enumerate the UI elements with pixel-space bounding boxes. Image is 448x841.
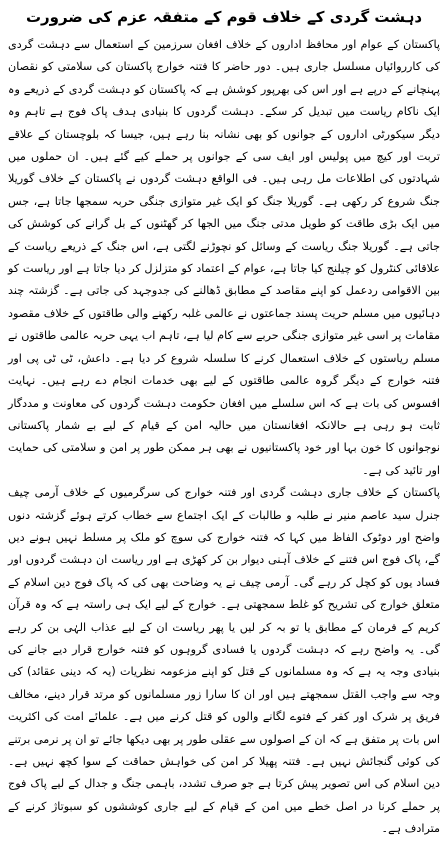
article-paragraph-2: پاکستان کے خلاف جاری دہشت گردی اور فتنہ خوارج کی سرگرمیوں کے خلاف آرمی چیف جنرل سید عاصم منیر نے طلبہ و طالبات کے ایک اجتماع سے خطاب کرتے ہوئے گزشتہ دنوں واضح اور دوٹوک الفاظ میں کہا کہ فتنہ خوارج کی سوچ کو ملک پر مسلط نہیں ہونے دیں گے، پاک فوج اس فتنے کے خلاف آہنی دیوار بن کر کھڑی ہے اور ریاست ان دہشت گردوں اور فساد یوں کو کچل کر رہے گی۔ آرمی چیف نے یہ وضاحت بھی کی کہ پاک فوج دین اسلام کے متعلق خوارج کی تشریح کو غلط سمجھتی ہے۔ خوارج کے لیے ایک ہی راستہ ہے کہ وہ قرآن کریم کے فرمان کے مطابق یا تو بہ کر لیں یا پھر ریاست ان کے لیے عذاب الہٰی بن کر رہے گی۔ یہ واضح رہے کہ دہشت گردوں یا فسادی گروہوں کو فتنہ خوارج قرار دیے جانے کی بنیادی وجہ یہ ہے کہ وہ مسلمانوں کے قتل کو اپنے مزعومہ نظریات (یہ کہ دینی عقائد) کی وجہ سے واجب القتل سمجھتے ہیں اور ان کا سارا زور مسلمانوں کو مرتد قرار دینے، مخالف فریق پر شرک اور کفر کے فتوے لگانے والوں کو قتل کرنے میں ہے۔ علمائے امت کی اکثریت اس بات پر متفق ہے کہ ان کے اصولوں سے عقلی طور پر بھی دیکھا جائے تو ان پر نرمی برتنے کی کوئی گنجائش نہیں ہے۔ فتنہ پھیلا کر امن کی خواہش حماقت کے سوا کچھ نہیں ہے۔ دین اسلام کی اس تصویر پیش کرتا ہے جو صرف تشدد، باہمی جنگ و جدال کے لیے پاک فوج پر حملے کرنا در اصل خطے میں امن کے قیام کے لیے جاری کوششوں کو سبوتاژ کرنے کے مترادف ہے۔ — [8, 486, 440, 836]
article-title: دہشت گردی کے خلاف قوم کے متفقہ عزم کی ضرورت — [25, 8, 423, 26]
article-paragraph-1: پاکستان کے عوام اور محافظ اداروں کے خلاف افغان سرزمین کے استعمال سے دہشت گردی کی کارروائیاں مسلسل جاری ہیں۔ دور حاضر کا فتنہ خوارج پاکستان کی سلامتی کو نقصان پہنچانے کے درپے ہے اور اس کی بھرپور کوشش ہے کہ پاکستان کو دہشت گردی کے ذریعے وہ ایک ناکام ریاست میں تبدیل کر سکے۔ دہشت گردوں کا بنیادی ہدف پاک فوج ہے تاہم وہ دیگر سیکورٹی اداروں کے جوانوں کو بھی نشانہ بنا رہے ہیں، جیسا کہ بلوچستان کے علاقے تربت اور کیچ میں پولیس اور ایف سی کے جوانوں پر حملے کیے گئے ہیں۔ ان حملوں میں شہادتوں کی اطلاعات مل رہی ہیں۔ فی الواقع دہشت گردوں نے پاکستان کے خلاف گوریلا جنگ شروع کر رکھی ہے۔ گوریلا جنگ کو ایک غیر متوازی جنگی حربہ سمجھا جاتا ہے، جس میں ایک بڑی طاقت کو طویل مدتی جنگ میں الجھا کر گھٹنوں کے بل گرانے کی کوشش کی جاتی ہے۔ گوریلا جنگ ریاست کے وسائل کو نچوڑنے لگتی ہے، اس جنگ کے ذریعے ریاست کے علاقائی کنٹرول کو چیلنج کیا جاتا ہے، عوام کے اعتماد کو متزلزل کر دیا جاتا ہے اور ریاست کو بین الاقوامی ردعمل کو اپنے مقاصد کے مطابق ڈھالنے کی جدوجہد کی جاتی ہے۔ گزشتہ چند دہائیوں میں مسلم حریت پسند جماعتوں نے عالمی غلبہ رکھنے والی طاقتوں کے خلاف مقصود مقامات پر اسی غیر متوازی جنگی حربے سے کام لیا ہے، تاہم اب یہی حربہ عالمی طاقتوں نے مسلم ریاستوں کے خلاف استعمال کرنے کا سلسلہ شروع کر دیا ہے۔ داعش، ٹی ٹی پی اور فتنہ خوارج کے دیگر گروہ عالمی طاقتوں کے لیے بھی خدمات انجام دے رہے ہیں۔ نہایت افسوس کی بات ہے کہ اس سلسلے میں افغان حکومت دہشت گردوں کی معاونت و مددگار ثابت ہو رہی ہے حالانکہ افغانستان میں حالیہ امن کے قیام کے لیے بے شمار پاکستانی نوجوانوں کا خون بہا اور خود پاکستانیوں نے بھی ہر ممکن طور پر امن و سلامتی کی حمایت اور تائید کی ہے۔ — [8, 38, 440, 477]
